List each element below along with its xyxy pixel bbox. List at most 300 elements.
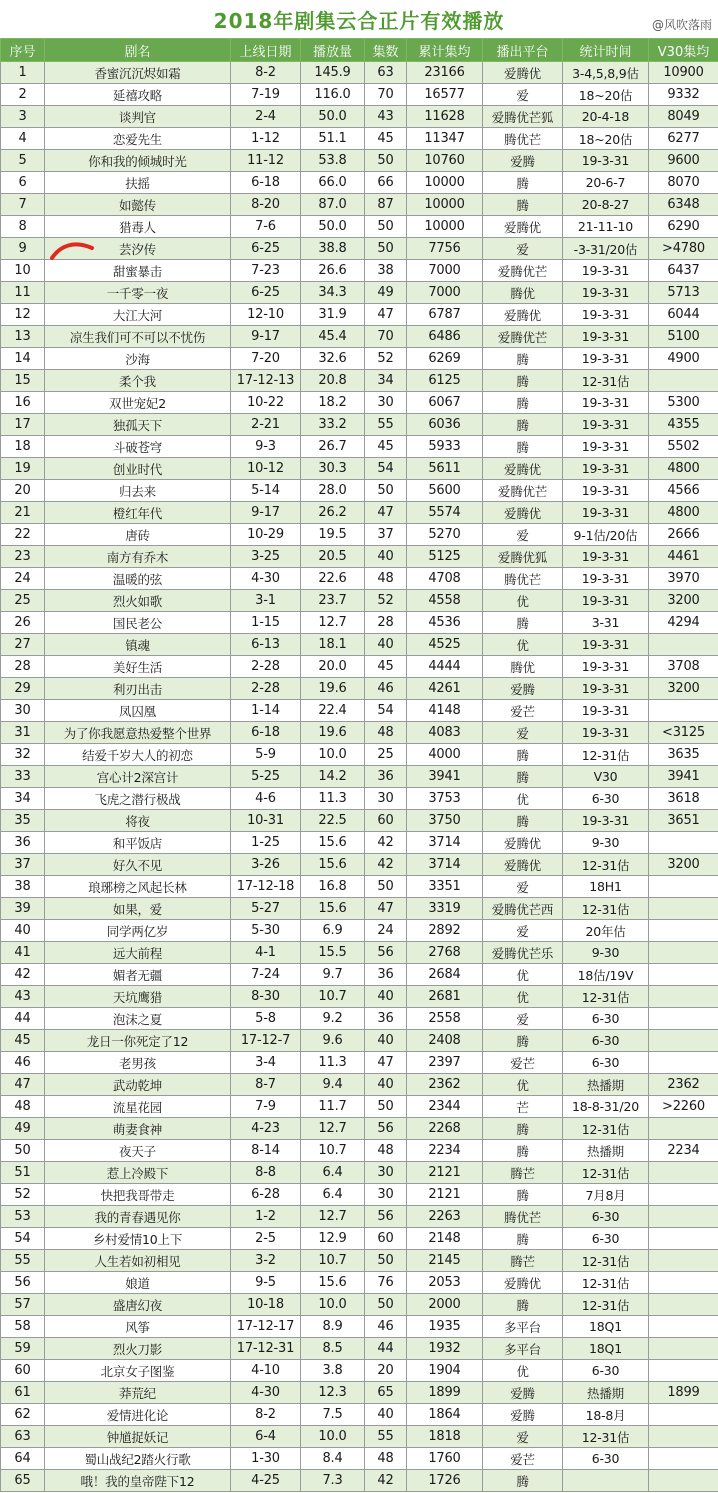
cell-date: 2-28: [231, 656, 301, 678]
cell-date: 17-12-31: [231, 1338, 301, 1360]
cell-avg: 1864: [407, 1404, 483, 1426]
cell-index: 55: [1, 1250, 45, 1272]
cell-platform: 腾: [483, 612, 563, 634]
cell-plays: 9.7: [301, 964, 365, 986]
cell-platform: 爱: [483, 84, 563, 106]
cell-name: 天坑鹰猎: [45, 986, 231, 1008]
cell-platform: 优: [483, 1074, 563, 1096]
cell-plays: 32.6: [301, 348, 365, 370]
cell-v30: [649, 1426, 718, 1448]
cell-stat-time: 6-30: [563, 1360, 649, 1382]
cell-index: 45: [1, 1030, 45, 1052]
cell-platform: 爱腾优: [483, 458, 563, 480]
cell-platform: 爱腾优芒: [483, 480, 563, 502]
cell-episodes: 46: [365, 1316, 407, 1338]
cell-episodes: 50: [365, 1294, 407, 1316]
cell-index: 13: [1, 326, 45, 348]
cell-avg: 1899: [407, 1382, 483, 1404]
table-row: [1, 1338, 718, 1360]
cell-stat-time: V30: [563, 766, 649, 788]
table-row: [1, 832, 718, 854]
table-row: [1, 62, 718, 84]
cell-avg: 1932: [407, 1338, 483, 1360]
cell-date: 10-31: [231, 810, 301, 832]
cell-avg: 4525: [407, 634, 483, 656]
cell-platform: 爱: [483, 876, 563, 898]
cell-episodes: 66: [365, 172, 407, 194]
cell-name: 快把我哥带走: [45, 1184, 231, 1206]
cell-date: 7-23: [231, 260, 301, 282]
cell-name: 南方有乔木: [45, 546, 231, 568]
table-row: [1, 1250, 718, 1272]
table-row: [1, 1228, 718, 1250]
cell-v30: [649, 942, 718, 964]
cell-name: 柔个我: [45, 370, 231, 392]
cell-index: 12: [1, 304, 45, 326]
cell-stat-time: 19-3-31: [563, 458, 649, 480]
cell-avg: 5600: [407, 480, 483, 502]
cell-v30: 2362: [649, 1074, 718, 1096]
cell-v30: 10900: [649, 62, 718, 84]
cell-episodes: 30: [365, 1184, 407, 1206]
cell-platform: 爱腾: [483, 1404, 563, 1426]
cell-episodes: 50: [365, 238, 407, 260]
cell-date: 5-14: [231, 480, 301, 502]
cell-index: 21: [1, 502, 45, 524]
cell-stat-time: 6-30: [563, 788, 649, 810]
cell-avg: 1726: [407, 1470, 483, 1492]
cell-episodes: 42: [365, 832, 407, 854]
cell-name: 我的青春遇见你: [45, 1206, 231, 1228]
cell-stat-time: 19-3-31: [563, 502, 649, 524]
cell-plays: 26.7: [301, 436, 365, 458]
cell-name: 乡村爱情10上下: [45, 1228, 231, 1250]
cell-date: 8-14: [231, 1140, 301, 1162]
table-row: [1, 194, 718, 216]
table-row: [1, 436, 718, 458]
cell-plays: 10.7: [301, 986, 365, 1008]
cell-name: 利刃出击: [45, 678, 231, 700]
cell-index: 16: [1, 392, 45, 414]
cell-avg: 2408: [407, 1030, 483, 1052]
cell-index: 50: [1, 1140, 45, 1162]
cell-date: 17-12-18: [231, 876, 301, 898]
cell-platform: 腾优: [483, 282, 563, 304]
cell-episodes: 49: [365, 282, 407, 304]
cell-platform: 腾: [483, 1030, 563, 1052]
cell-avg: 6036: [407, 414, 483, 436]
cell-date: 10-22: [231, 392, 301, 414]
cell-index: 24: [1, 568, 45, 590]
cell-platform: 优: [483, 964, 563, 986]
cell-plays: 10.0: [301, 1294, 365, 1316]
cell-platform: 芒: [483, 1096, 563, 1118]
cell-episodes: 50: [365, 216, 407, 238]
cell-plays: 14.2: [301, 766, 365, 788]
cell-name: 惹上冷殿下: [45, 1162, 231, 1184]
cell-episodes: 30: [365, 1162, 407, 1184]
cell-v30: 6290: [649, 216, 718, 238]
cell-stat-time: 19-3-31: [563, 326, 649, 348]
cell-v30: 4461: [649, 546, 718, 568]
cell-name: 双世宠妃2: [45, 392, 231, 414]
cell-date: 8-2: [231, 1404, 301, 1426]
cell-date: 6-18: [231, 172, 301, 194]
cell-avg: 10000: [407, 216, 483, 238]
cell-v30: 4294: [649, 612, 718, 634]
cell-plays: 16.8: [301, 876, 365, 898]
cell-platform: 腾芒: [483, 1162, 563, 1184]
cell-stat-time: [563, 1470, 649, 1492]
cell-platform: 爱腾优芒狐: [483, 106, 563, 128]
table-row: [1, 678, 718, 700]
table-row: [1, 172, 718, 194]
cell-plays: 11.3: [301, 1052, 365, 1074]
cell-date: 4-30: [231, 1382, 301, 1404]
cell-plays: 145.9: [301, 62, 365, 84]
cell-platform: 腾: [483, 436, 563, 458]
cell-v30: 5100: [649, 326, 718, 348]
cell-episodes: 30: [365, 788, 407, 810]
cell-platform: 腾: [483, 392, 563, 414]
cell-plays: 116.0: [301, 84, 365, 106]
cell-index: 20: [1, 480, 45, 502]
cell-v30: 6277: [649, 128, 718, 150]
cell-avg: 4444: [407, 656, 483, 678]
table-row: [1, 788, 718, 810]
cell-stat-time: 热播期: [563, 1140, 649, 1162]
cell-platform: 腾: [483, 766, 563, 788]
cell-plays: 12.7: [301, 1118, 365, 1140]
cell-index: 23: [1, 546, 45, 568]
cell-platform: 爱: [483, 722, 563, 744]
table-row: [1, 1448, 718, 1470]
cell-plays: 10.0: [301, 1426, 365, 1448]
cell-episodes: 70: [365, 326, 407, 348]
cell-stat-time: 19-3-31: [563, 260, 649, 282]
cell-stat-time: 6-30: [563, 1448, 649, 1470]
cell-name: 芸汐传: [45, 238, 231, 260]
cell-avg: 16577: [407, 84, 483, 106]
cell-plays: 10.7: [301, 1250, 365, 1272]
cell-plays: 18.1: [301, 634, 365, 656]
cell-index: 11: [1, 282, 45, 304]
cell-episodes: 38: [365, 260, 407, 282]
cell-avg: 4000: [407, 744, 483, 766]
cell-avg: 2362: [407, 1074, 483, 1096]
cell-v30: 4800: [649, 502, 718, 524]
cell-index: 33: [1, 766, 45, 788]
cell-date: 17-12-7: [231, 1030, 301, 1052]
cell-avg: 3941: [407, 766, 483, 788]
cell-plays: 12.7: [301, 612, 365, 634]
cell-avg: 5611: [407, 458, 483, 480]
cell-v30: 9600: [649, 150, 718, 172]
cell-date: 5-27: [231, 898, 301, 920]
cell-avg: 2148: [407, 1228, 483, 1250]
cell-v30: 9332: [649, 84, 718, 106]
cell-avg: 4558: [407, 590, 483, 612]
cell-date: 2-5: [231, 1228, 301, 1250]
cell-stat-time: 18~20估: [563, 84, 649, 106]
cell-name: 如果，爱: [45, 898, 231, 920]
cell-index: 3: [1, 106, 45, 128]
cell-index: 49: [1, 1118, 45, 1140]
cell-v30: >2260: [649, 1096, 718, 1118]
table-row: [1, 1404, 718, 1426]
cell-avg: 3753: [407, 788, 483, 810]
cell-index: 27: [1, 634, 45, 656]
cell-v30: 6044: [649, 304, 718, 326]
cell-platform: 爱腾优: [483, 502, 563, 524]
cell-avg: 1935: [407, 1316, 483, 1338]
cell-name: 宫心计2深宫计: [45, 766, 231, 788]
cell-episodes: 40: [365, 634, 407, 656]
cell-avg: 1760: [407, 1448, 483, 1470]
table-row: [1, 1030, 718, 1052]
cell-name: 好久不见: [45, 854, 231, 876]
cell-name: 独孤天下: [45, 414, 231, 436]
table-row: [1, 612, 718, 634]
cell-date: 6-28: [231, 1184, 301, 1206]
cell-platform: 爱腾优: [483, 854, 563, 876]
header-drama-name: 剧名: [45, 39, 231, 62]
table-row: [1, 524, 718, 546]
cell-v30: [649, 1272, 718, 1294]
cell-index: 46: [1, 1052, 45, 1074]
cell-name: 为了你我愿意热爱整个世界: [45, 722, 231, 744]
cell-plays: 11.3: [301, 788, 365, 810]
cell-date: 1-15: [231, 612, 301, 634]
cell-avg: 3714: [407, 832, 483, 854]
cell-episodes: 40: [365, 986, 407, 1008]
cell-plays: 6.9: [301, 920, 365, 942]
cell-index: 58: [1, 1316, 45, 1338]
cell-name: 爱情进化论: [45, 1404, 231, 1426]
cell-name: 风筝: [45, 1316, 231, 1338]
cell-platform: 腾: [483, 348, 563, 370]
cell-index: 62: [1, 1404, 45, 1426]
cell-date: 2-21: [231, 414, 301, 436]
cell-episodes: 48: [365, 1448, 407, 1470]
cell-date: 3-25: [231, 546, 301, 568]
cell-date: 7-9: [231, 1096, 301, 1118]
cell-v30: [649, 1250, 718, 1272]
table-row: [1, 480, 718, 502]
cell-date: 7-24: [231, 964, 301, 986]
cell-avg: 2558: [407, 1008, 483, 1030]
cell-platform: 多平台: [483, 1338, 563, 1360]
cell-name: 盛唐幻夜: [45, 1294, 231, 1316]
cell-plays: 9.4: [301, 1074, 365, 1096]
cell-date: 4-25: [231, 1470, 301, 1492]
cell-index: 9: [1, 238, 45, 260]
table-row: [1, 150, 718, 172]
cell-v30: <3125: [649, 722, 718, 744]
cell-v30: 3635: [649, 744, 718, 766]
cell-name: 和平饭店: [45, 832, 231, 854]
cell-stat-time: 12-31估: [563, 986, 649, 1008]
cell-name: 恋爱先生: [45, 128, 231, 150]
cell-date: 1-30: [231, 1448, 301, 1470]
cell-plays: 3.8: [301, 1360, 365, 1382]
cell-date: 7-20: [231, 348, 301, 370]
table-row: [1, 1316, 718, 1338]
cell-v30: 3200: [649, 590, 718, 612]
cell-index: 60: [1, 1360, 45, 1382]
cell-episodes: 50: [365, 150, 407, 172]
cell-v30: [649, 876, 718, 898]
cell-date: 8-7: [231, 1074, 301, 1096]
cell-platform: 优: [483, 634, 563, 656]
header-stat-time: 统计时间: [563, 39, 649, 62]
cell-plays: 50.0: [301, 216, 365, 238]
cell-date: 4-10: [231, 1360, 301, 1382]
cell-stat-time: 12-31估: [563, 898, 649, 920]
cell-v30: [649, 986, 718, 1008]
cell-platform: 爱芒: [483, 1448, 563, 1470]
cell-plays: 15.6: [301, 1272, 365, 1294]
cell-v30: [649, 700, 718, 722]
cell-avg: 4708: [407, 568, 483, 590]
cell-episodes: 47: [365, 1052, 407, 1074]
cell-name: 将夜: [45, 810, 231, 832]
cell-plays: 50.0: [301, 106, 365, 128]
cell-platform: 爱腾优芒: [483, 326, 563, 348]
table-row: [1, 1272, 718, 1294]
cell-avg: 11347: [407, 128, 483, 150]
cell-index: 17: [1, 414, 45, 436]
table-row: [1, 1382, 718, 1404]
cell-plays: 19.6: [301, 722, 365, 744]
cell-v30: [649, 1030, 718, 1052]
cell-v30: [649, 964, 718, 986]
cell-name: 泡沫之夏: [45, 1008, 231, 1030]
cell-avg: 6269: [407, 348, 483, 370]
cell-date: 6-25: [231, 282, 301, 304]
cell-episodes: 30: [365, 392, 407, 414]
cell-stat-time: 12-31估: [563, 1272, 649, 1294]
cell-plays: 20.8: [301, 370, 365, 392]
table-row: [1, 590, 718, 612]
table-row: [1, 986, 718, 1008]
cell-platform: 爱腾: [483, 678, 563, 700]
cell-avg: 6486: [407, 326, 483, 348]
cell-stat-time: 9-1估/20估: [563, 524, 649, 546]
table-row: [1, 876, 718, 898]
cell-avg: 5125: [407, 546, 483, 568]
cell-platform: 爱腾优芒: [483, 260, 563, 282]
cell-v30: 4355: [649, 414, 718, 436]
cell-index: 47: [1, 1074, 45, 1096]
cell-name: 凤囚凰: [45, 700, 231, 722]
cell-index: 30: [1, 700, 45, 722]
cell-date: 2-28: [231, 678, 301, 700]
cell-episodes: 50: [365, 480, 407, 502]
cell-episodes: 42: [365, 1470, 407, 1492]
cell-index: 2: [1, 84, 45, 106]
cell-avg: 2234: [407, 1140, 483, 1162]
table-row: [1, 964, 718, 986]
cell-v30: 3941: [649, 766, 718, 788]
cell-date: 6-18: [231, 722, 301, 744]
cell-name: 香蜜沉沉烬如霜: [45, 62, 231, 84]
cell-avg: 4083: [407, 722, 483, 744]
cell-episodes: 36: [365, 964, 407, 986]
cell-v30: [649, 1338, 718, 1360]
header-episodes: 集数: [365, 39, 407, 62]
cell-index: 56: [1, 1272, 45, 1294]
cell-index: 42: [1, 964, 45, 986]
cell-date: 3-4: [231, 1052, 301, 1074]
cell-episodes: 48: [365, 1140, 407, 1162]
cell-episodes: 36: [365, 766, 407, 788]
cell-v30: [649, 634, 718, 656]
cell-platform: 爱腾优: [483, 304, 563, 326]
cell-name: 人生若如初相见: [45, 1250, 231, 1272]
cell-stat-time: -3-31/20估: [563, 238, 649, 260]
cell-name: 烈火如歌: [45, 590, 231, 612]
cell-date: 12-10: [231, 304, 301, 326]
table-row: [1, 722, 718, 744]
cell-avg: 2684: [407, 964, 483, 986]
table-header-row: [1, 39, 718, 62]
cell-episodes: 42: [365, 854, 407, 876]
header-avg-per-episode: 累计集均: [407, 39, 483, 62]
cell-plays: 10.0: [301, 744, 365, 766]
cell-index: 63: [1, 1426, 45, 1448]
cell-index: 36: [1, 832, 45, 854]
cell-index: 57: [1, 1294, 45, 1316]
table-row: [1, 656, 718, 678]
cell-date: 17-12-17: [231, 1316, 301, 1338]
cell-date: 4-23: [231, 1118, 301, 1140]
cell-v30: [649, 1448, 718, 1470]
cell-v30: [649, 1294, 718, 1316]
header-index: 序号: [1, 39, 45, 62]
cell-stat-time: 18Q1: [563, 1338, 649, 1360]
table-row: [1, 260, 718, 282]
cell-stat-time: 19-3-31: [563, 304, 649, 326]
cell-index: 35: [1, 810, 45, 832]
cell-date: 1-25: [231, 832, 301, 854]
cell-episodes: 54: [365, 458, 407, 480]
cell-stat-time: 19-3-31: [563, 678, 649, 700]
cell-episodes: 46: [365, 678, 407, 700]
table-row: [1, 282, 718, 304]
cell-episodes: 56: [365, 1118, 407, 1140]
cell-plays: 15.5: [301, 942, 365, 964]
table-row: [1, 1052, 718, 1074]
cell-date: 10-12: [231, 458, 301, 480]
cell-index: 41: [1, 942, 45, 964]
cell-plays: 8.4: [301, 1448, 365, 1470]
cell-index: 14: [1, 348, 45, 370]
cell-avg: 4148: [407, 700, 483, 722]
cell-index: 34: [1, 788, 45, 810]
cell-v30: 2666: [649, 524, 718, 546]
cell-stat-time: 12-31估: [563, 1294, 649, 1316]
cell-name: 娘道: [45, 1272, 231, 1294]
cell-stat-time: 12-31估: [563, 1118, 649, 1140]
cell-index: 48: [1, 1096, 45, 1118]
table-row: [1, 392, 718, 414]
cell-v30: [649, 898, 718, 920]
cell-date: 5-25: [231, 766, 301, 788]
cell-stat-time: 19-3-31: [563, 810, 649, 832]
cell-date: 9-3: [231, 436, 301, 458]
cell-platform: 爱: [483, 1426, 563, 1448]
